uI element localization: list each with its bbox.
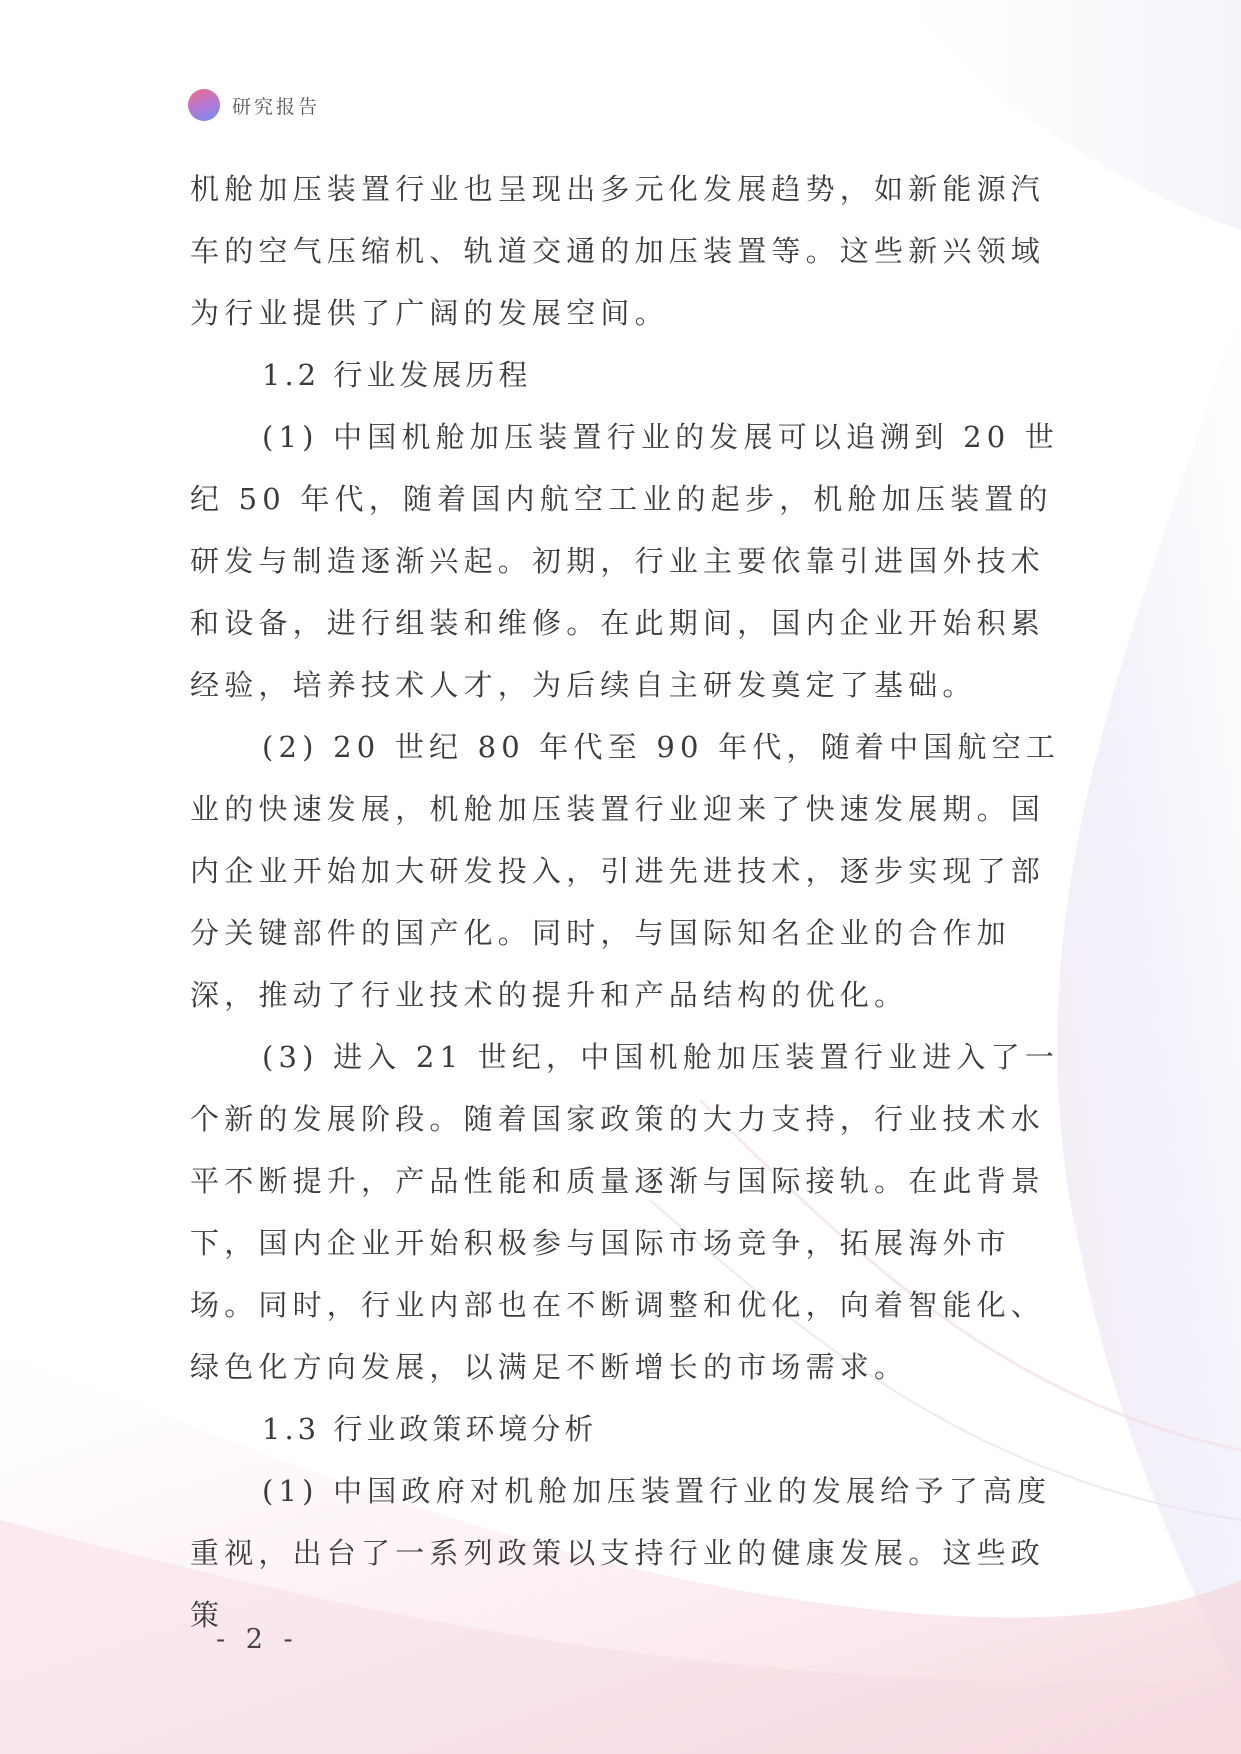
paragraph-continuation: 机舱加压装置行业也呈现出多元化发展趋势，如新能源汽车的空气压缩机、轨道交通的加压装置等。这些新兴领域为行业提供了广阔的发展空间。 (190, 172, 1046, 330)
section-heading-1-3: 1.3 行业政策环境分析 (262, 1412, 598, 1446)
paragraph-history-3: (3) 进入 21 世纪，中国机舱加压装置行业进入了一个新的发展阶段。随着国家政策的大力支持，行业技术水平不断提升，产品性能和质量逐渐与国际接轨。在此背景下，国内企业开始积极参与国际市场竞争，拓展海外市场。同时，行业内部也在不断调整和优化，向着智能化、绿色化方向发展，以满足不断增长的市场需求。 (190, 1040, 1060, 1384)
document-body (190, 158, 1070, 1646)
report-header (188, 88, 320, 122)
paragraph-history-1: (1) 中国机舱加压装置行业的发展可以追溯到 20 世纪 50 年代，随着国内航空工业的起步，机舱加压装置的研发与制造逐渐兴起。初期，行业主要依靠引进国外技术和设备，进行组装和维修。在此期间，国内企业开始积累经验，培养技术人才，为后续自主研发奠定了基础。 (190, 420, 1060, 702)
paragraph-policy-1: (1) 中国政府对机舱加压装置行业的发展给予了高度重视，出台了一系列政策以支持行业的健康发展。这些政策 (190, 1474, 1052, 1632)
section-heading-1-2: 1.2 行业发展历程 (262, 358, 532, 392)
header-title: 研究报告 (232, 95, 321, 118)
page-number: - 2 - (216, 1624, 299, 1655)
paragraph-history-2: (2) 20 世纪 80 年代至 90 年代，随着中国航空工业的快速发展，机舱加压装置行业迎来了快速发展期。国内企业开始加大研发投入，引进先进技术，逐步实现了部分关键部件的国产化。同时，与国际知名企业的合作加深，推动了行业技术的提升和产品结构的优化。 (190, 730, 1061, 1012)
report-logo-icon (188, 89, 220, 121)
